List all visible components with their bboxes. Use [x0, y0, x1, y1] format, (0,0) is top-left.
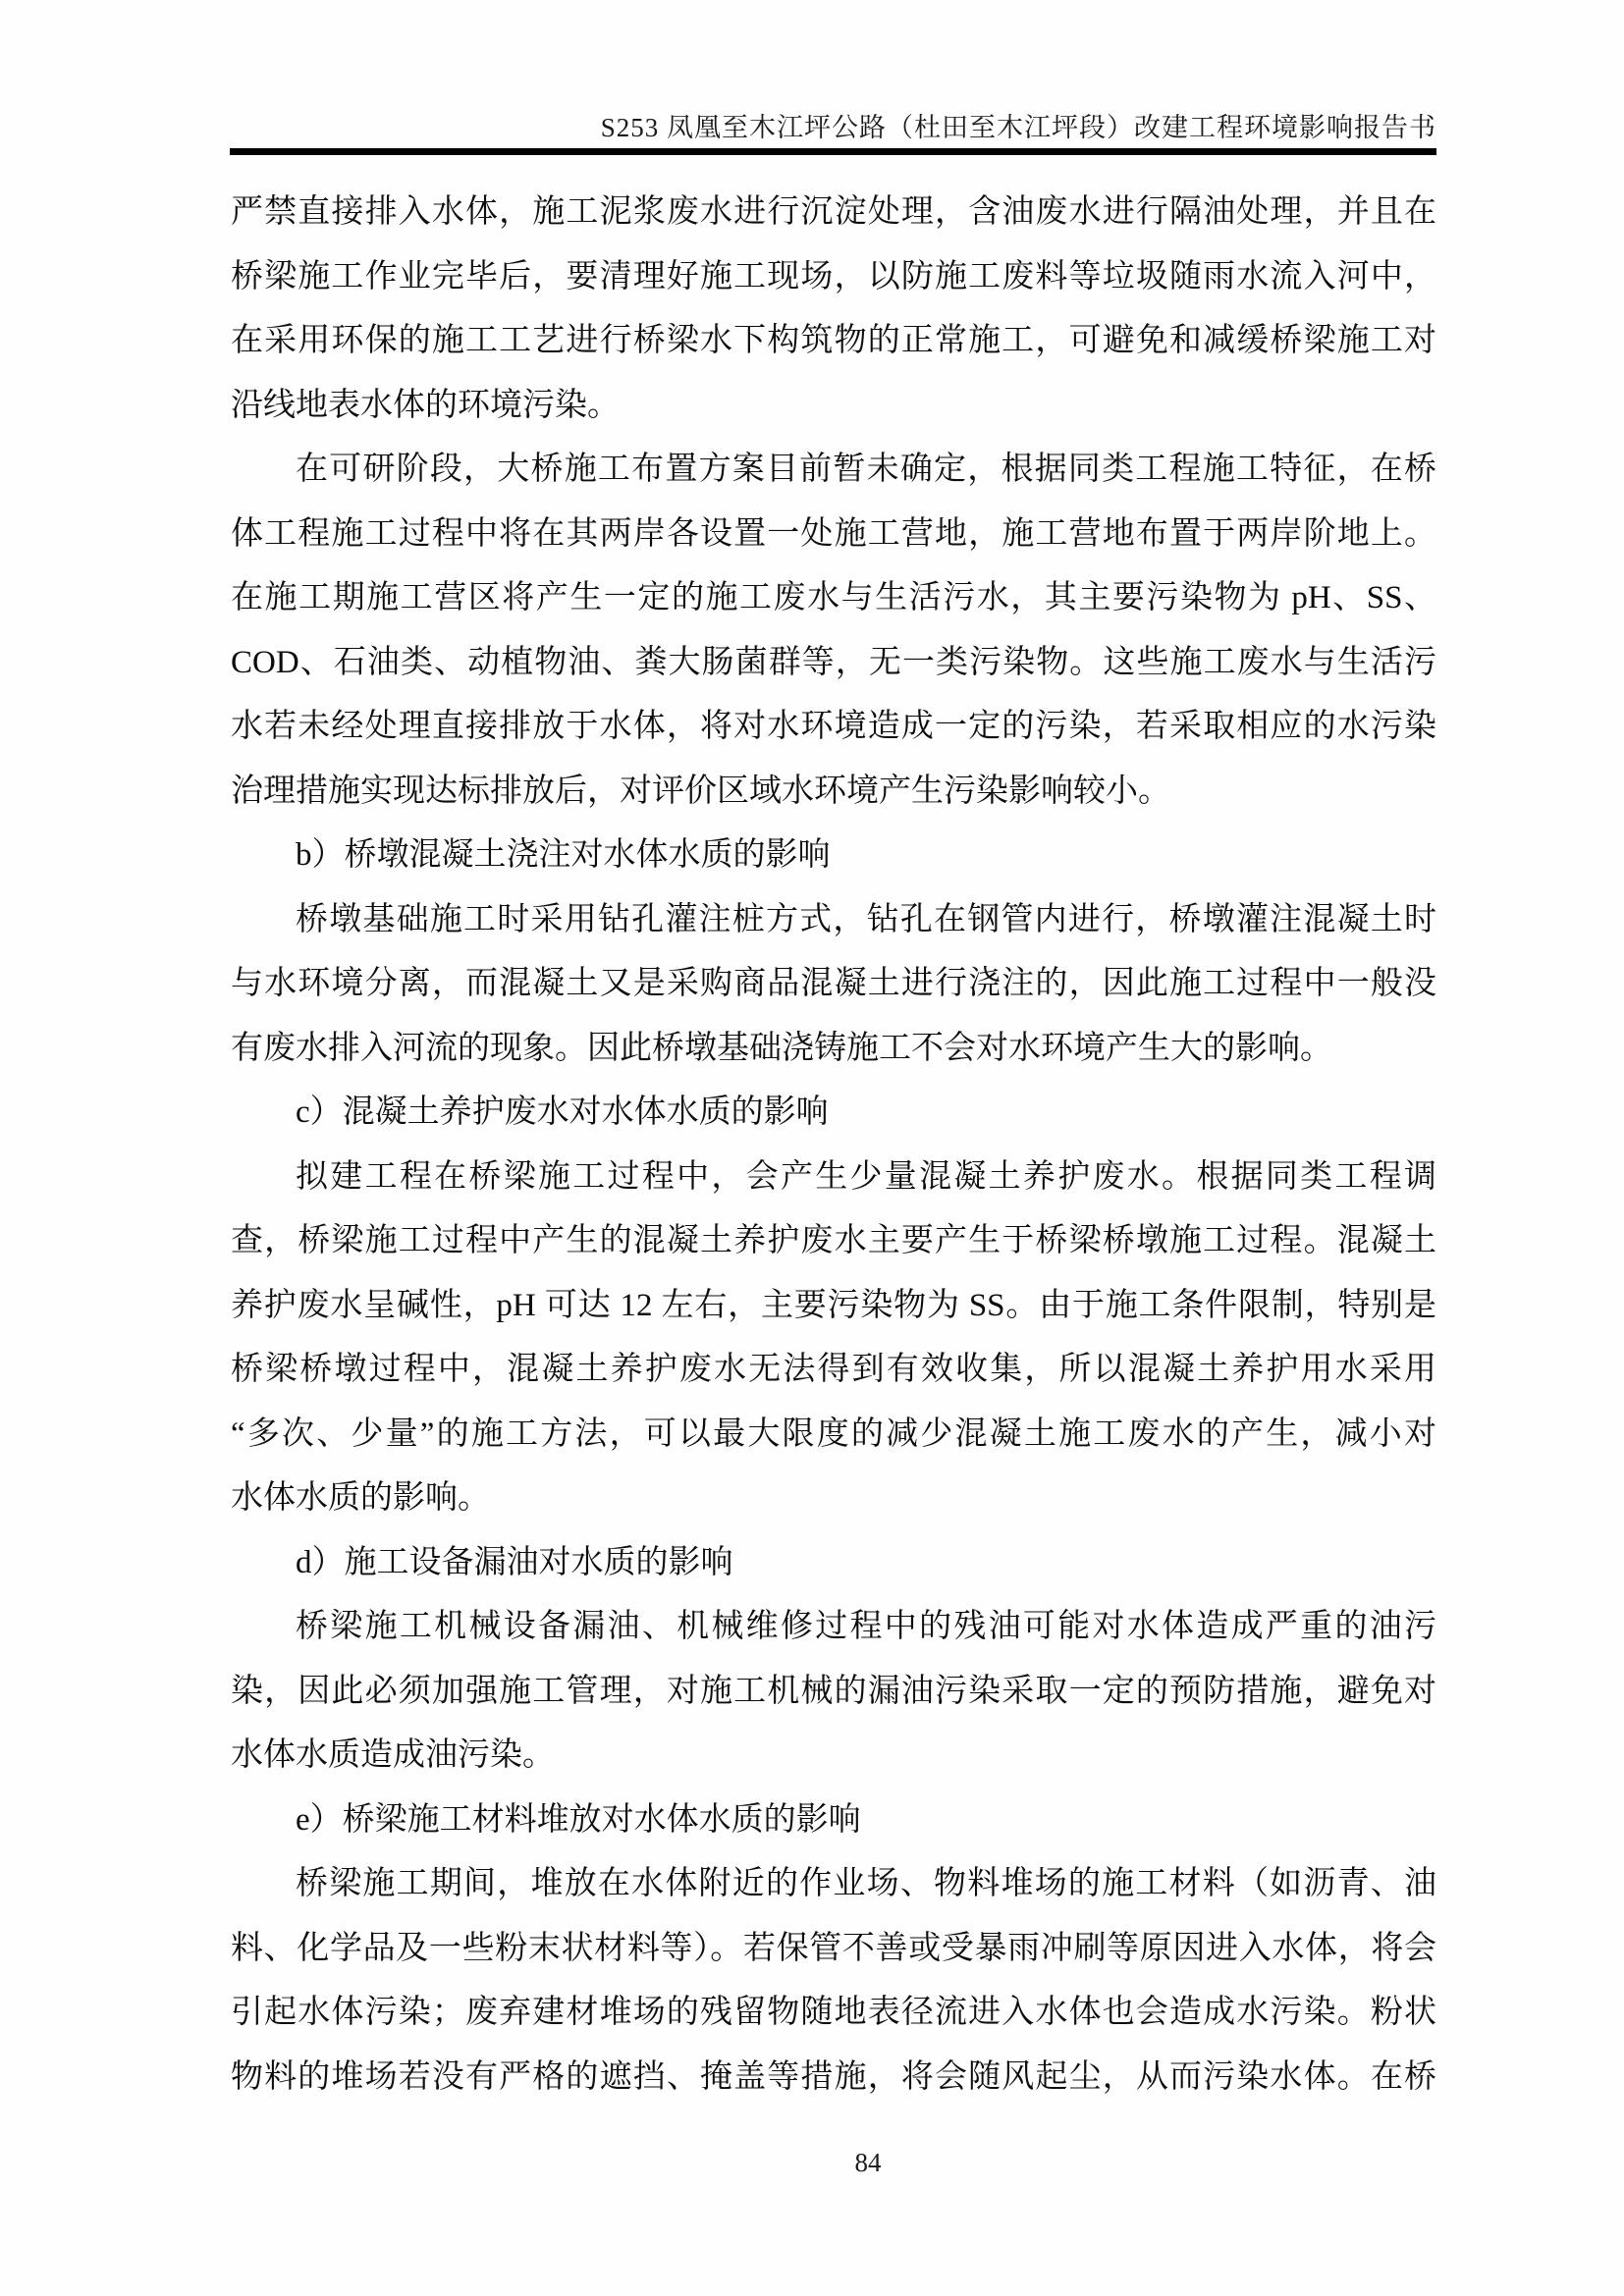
page-number: 84 [854, 2148, 882, 2177]
body-line: b）桥墩混凝土浇注对水体水质的影响 [296, 837, 831, 873]
body-line: 料、化学品及一些粉末状材料等）。若保管不善或受暴雨冲刷等原因进入水体，将会 [231, 1930, 1436, 1966]
body-line: 水体水质造成油污染。 [231, 1737, 555, 1773]
body-line: COD、石油类、动植物油、粪大肠菌群等，无一类污染物。这些施工废水与生活污 [231, 644, 1436, 680]
header-rule [230, 148, 1436, 155]
body-line: e）桥梁施工材料堆放对水体水质的影响 [296, 1801, 861, 1838]
body-line: c）混凝土养护废水对水体水质的影响 [296, 1095, 829, 1130]
body-line: 与水环境分离，而混凝土又是采购商品混凝土进行浇注的，因此施工过程中一般没 [231, 966, 1436, 1001]
body-line: 在施工期施工营区将产生一定的施工废水与生活污水，其主要污染物为 pH、SS、 [231, 580, 1436, 615]
body-line: 查，桥梁施工过程中产生的混凝土养护废水主要产生于桥梁桥墩施工过程。混凝土 [231, 1223, 1436, 1258]
header-title: S253 凤凰至木江坪公路（杜田至木江坪段）改建工程环境影响报告书 [600, 113, 1436, 142]
body-line: 桥梁施工期间，堆放在水体附近的作业场、物料堆场的施工材料（如沥青、油 [296, 1866, 1436, 1901]
body-line: 拟建工程在桥梁施工过程中，会产生少量混凝土养护废水。根据同类工程调 [296, 1158, 1436, 1195]
body-line: 物料的堆场若没有严格的遮挡、掩盖等措施，将会随风起尘，从而污染水体。在桥 [231, 2058, 1436, 2095]
body-line: 桥梁桥墩过程中，混凝土养护废水无法得到有效收集，所以混凝土养护用水采用 [231, 1352, 1436, 1387]
body-line: 养护废水呈碱性，pH 可达 12 左右，主要污染物为 SS。由于施工条件限制，特别是 [231, 1287, 1436, 1323]
body-line: 桥梁施工作业完毕后，要清理好施工现场，以防施工废料等垃圾随雨水流入河中， [231, 258, 1436, 294]
body-line: 桥梁施工机械设备漏油、机械维修过程中的残油可能对水体造成严重的油污 [296, 1609, 1436, 1644]
body-line: “多次、少量”的施工方法，可以最大限度的减少混凝土施工废水的产生，减小对 [231, 1415, 1436, 1452]
body-line: 沿线地表水体的环境污染。 [231, 387, 620, 423]
body-line: 体工程施工过程中将在其两岸各设置一处施工营地，施工营地布置于两岸阶地上。 [231, 515, 1436, 552]
body-line: d）施工设备漏油对水质的影响 [296, 1544, 733, 1580]
page-footer [231, 2148, 1436, 2177]
body-line: 水体水质的影响。 [231, 1480, 490, 1516]
body-line: 严禁直接排入水体，施工泥浆废水进行沉淀处理，含油废水进行隔油处理，并且在 [231, 194, 1436, 230]
body-line: 染，因此必须加强施工管理，对施工机械的漏油污染采取一定的预防措施，避免对 [231, 1673, 1436, 1709]
body-line: 水若未经处理直接排放于水体，将对水环境造成一定的污染，若采取相应的水污染 [231, 709, 1436, 744]
body-line: 在采用环保的施工工艺进行桥梁水下构筑物的正常施工，可避免和减缓桥梁施工对 [231, 323, 1436, 358]
body-line: 桥墩基础施工时采用钻孔灌注桩方式，钻孔在钢管内进行，桥墩灌注混凝土时 [296, 901, 1436, 937]
body-line: 引起水体污染；废弃建材堆场的残留物随地表径流进入水体也会造成水污染。粉状 [231, 1995, 1436, 2030]
body-line: 在可研阶段，大桥施工布置方案目前暂未确定，根据同类工程施工特征，在桥 [296, 452, 1436, 487]
body-line: 有废水排入河流的现象。因此桥墩基础浇铸施工不会对水环境产生大的影响。 [231, 1030, 1332, 1066]
document-body [231, 181, 1436, 2109]
body-line: 治理措施实现达标排放后，对评价区域水环境产生污染影响较小。 [231, 773, 1170, 809]
page-header [230, 112, 1436, 143]
